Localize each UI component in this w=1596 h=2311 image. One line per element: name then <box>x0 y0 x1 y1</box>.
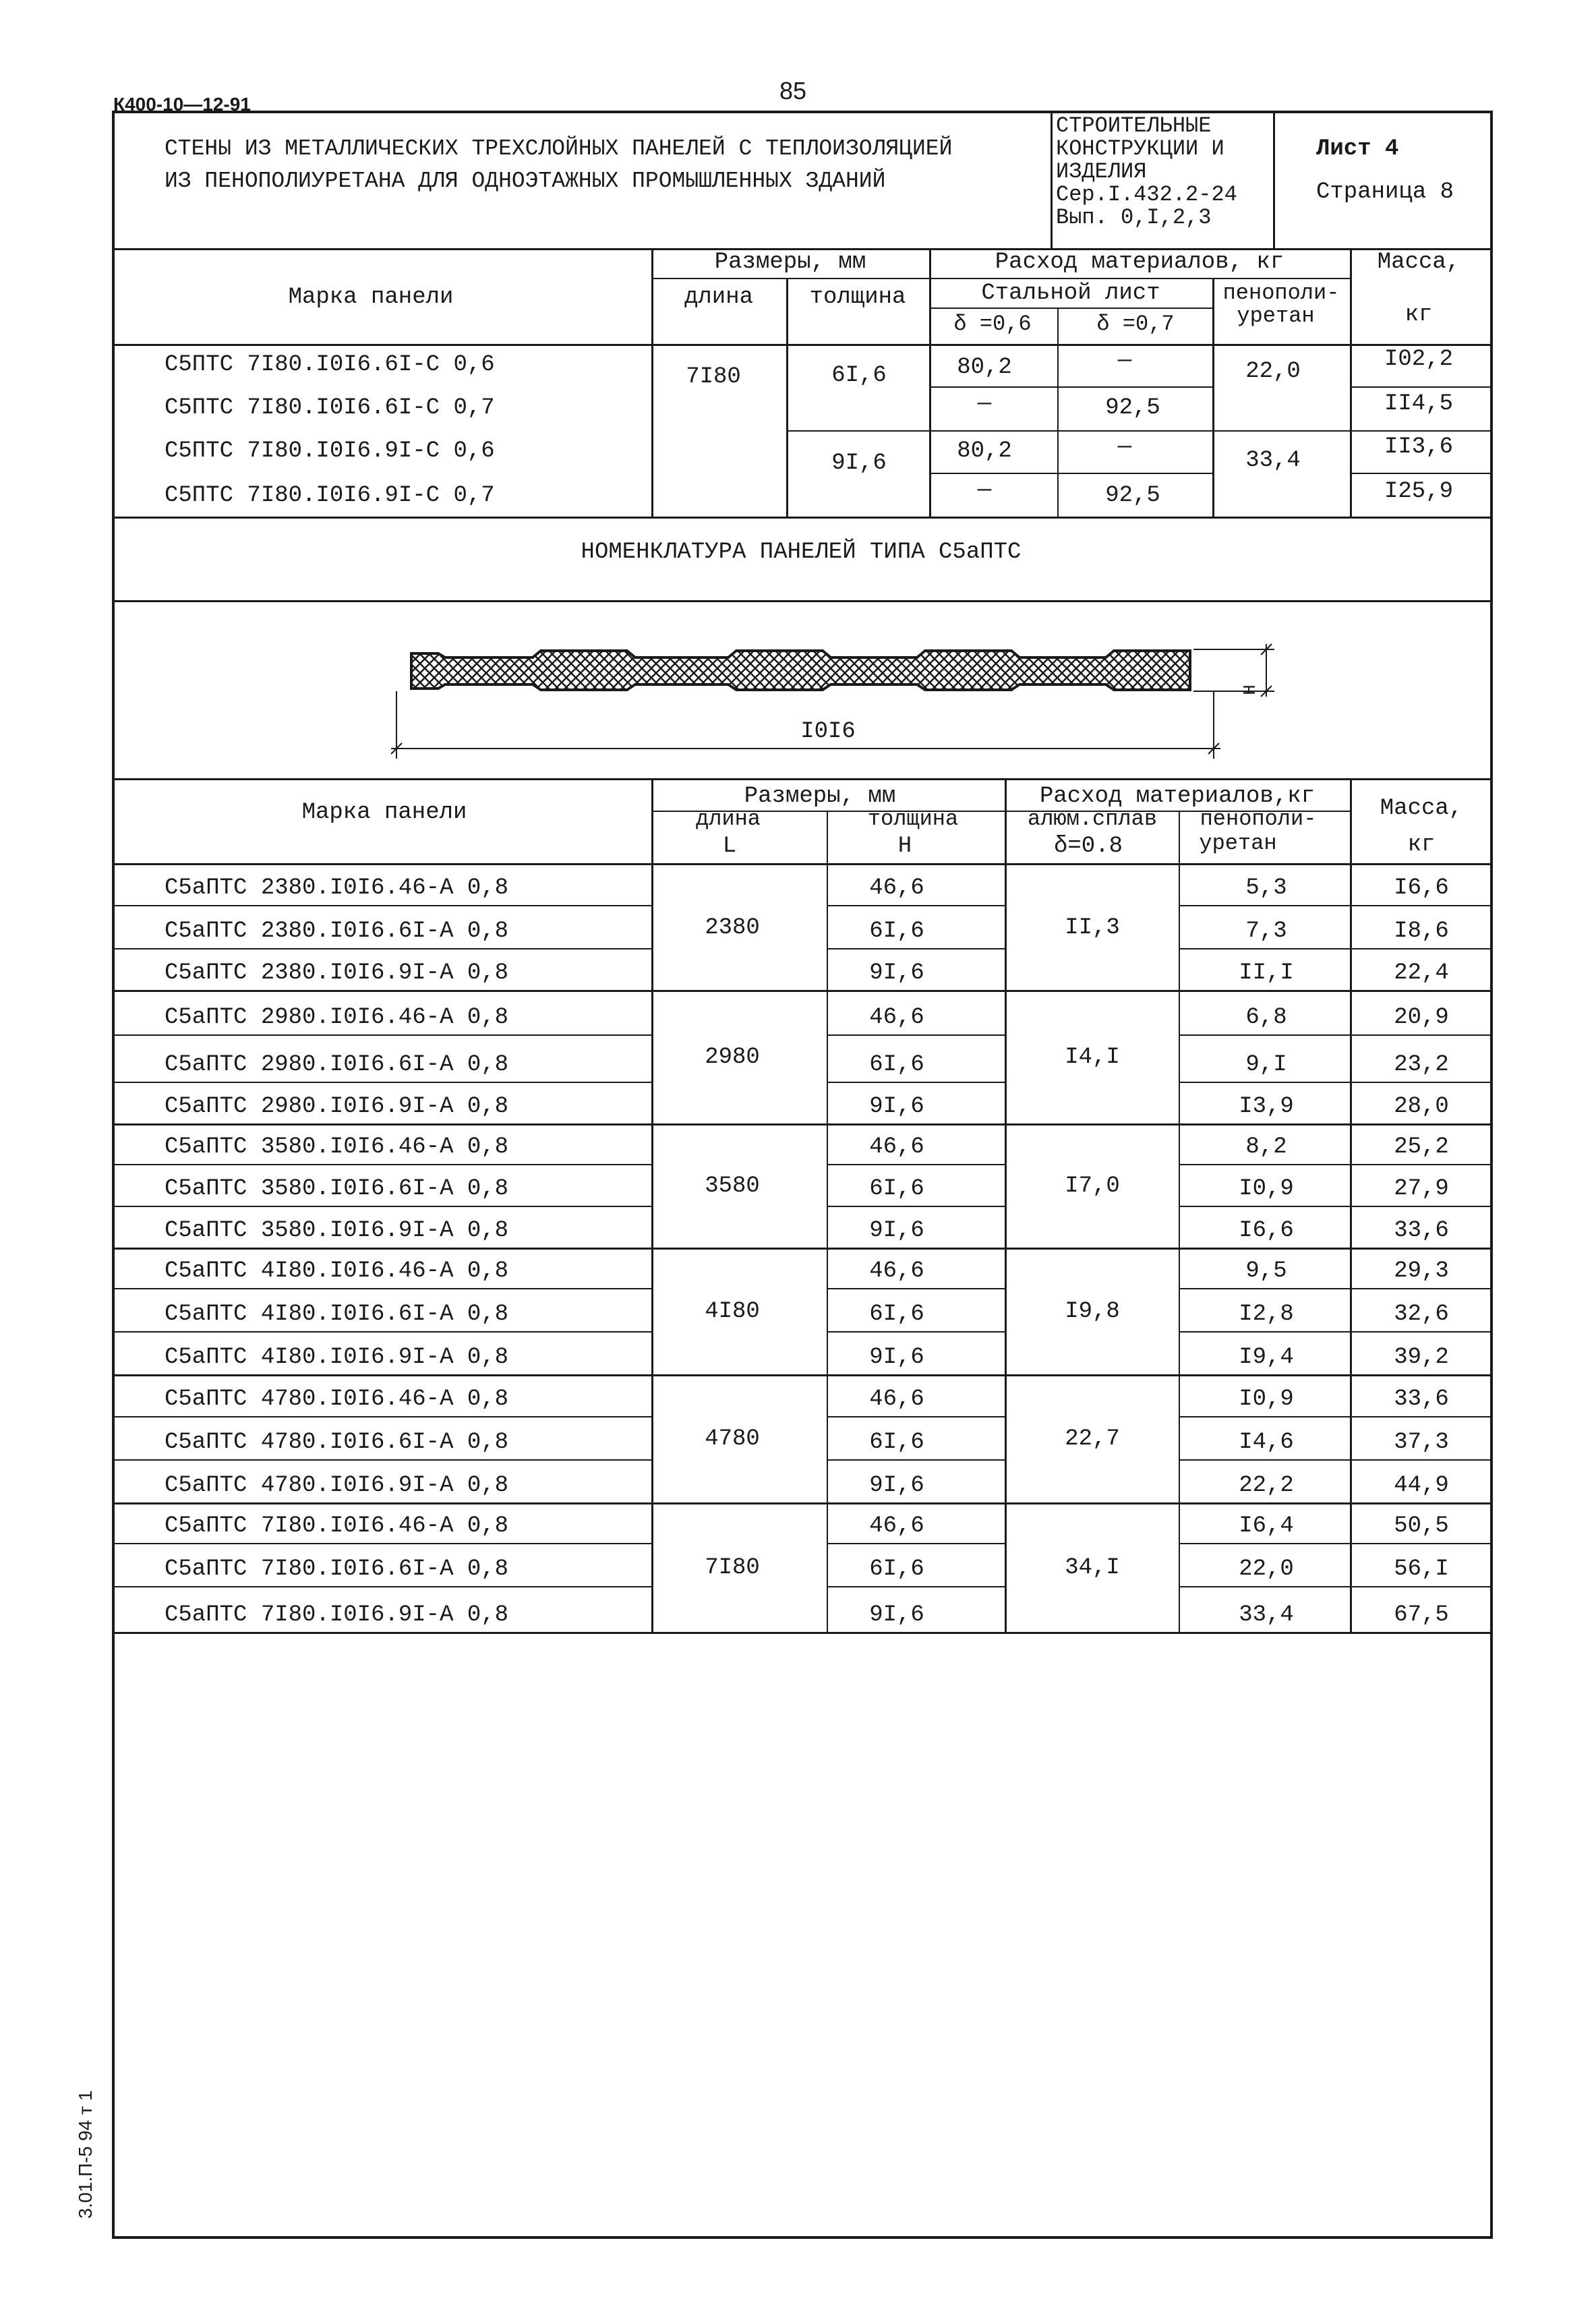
column-header-mass-unit: кг <box>1405 302 1433 328</box>
row-divider <box>827 905 1005 906</box>
table-cell-d07: — <box>1117 348 1132 374</box>
table-row-mark: С5аПТС 3580.I0I6.6I-А 0,8 <box>165 1176 509 1202</box>
column-header-length-symbol: L <box>722 833 737 859</box>
column-header-length: длина <box>695 807 761 831</box>
table-cell-foam: I4,6 <box>1239 1430 1294 1455</box>
table-row-mark: С5ПТС 7I80.I0I6.9I-С 0,7 <box>165 483 495 508</box>
column-header-length: длина <box>684 285 754 310</box>
table-row-mark: С5аПТС 4780.I0I6.9I-А 0,8 <box>165 1473 509 1498</box>
table-cell-mass: 27,9 <box>1394 1176 1449 1202</box>
column-header-mark: Марка панели <box>288 285 454 310</box>
table-cell-d06: 80,2 <box>957 438 1012 464</box>
table-row-mark: С5ПТС 7I80.I0I6.6I-С 0,7 <box>165 395 495 421</box>
series-line: КОНСТРУКЦИИ И <box>1056 136 1224 161</box>
row-divider <box>827 1288 1005 1289</box>
table-row-mark: С5аПТС 2380.I0I6.9I-А 0,8 <box>165 960 509 986</box>
column-header-foam: пенополи- <box>1222 281 1340 305</box>
table-cell-mass: 50,5 <box>1394 1513 1449 1539</box>
row-divider <box>112 1034 651 1036</box>
column-header-foam: пенополи- <box>1200 807 1317 831</box>
row-divider <box>1179 1459 1490 1461</box>
table-cell-mass: II3,6 <box>1384 434 1454 460</box>
table-cell-foam: 22,0 <box>1239 1556 1294 1582</box>
table-cell-foam: I3,9 <box>1239 1094 1294 1119</box>
row-divider <box>112 1164 651 1165</box>
table-row-mark: С5аПТС 3580.I0I6.9I-А 0,8 <box>165 1218 509 1244</box>
row-divider <box>827 1034 1005 1036</box>
table-cell-length: 3580 <box>705 1173 760 1199</box>
table-cell-foam: 9,I <box>1245 1052 1287 1078</box>
column-header-sizes: Размеры, мм <box>714 250 866 275</box>
table-cell-mass: I8,6 <box>1394 918 1449 944</box>
table-cell-foam: 7,3 <box>1245 918 1287 944</box>
table-cell-foam: 9,5 <box>1245 1258 1287 1284</box>
section-title: НОМЕНКЛАТУРА ПАНЕЛЕЙ ТИПА С5аПТС <box>581 539 1022 565</box>
row-divider <box>827 1416 1005 1417</box>
table-cell-mass: 32,6 <box>1394 1301 1449 1327</box>
row-divider <box>827 1082 1005 1083</box>
series-line: ИЗДЕЛИЯ <box>1056 159 1147 184</box>
table-row-mark: С5аПТС 7I80.I0I6.46-А 0,8 <box>165 1513 509 1539</box>
table-cell-thickness: 6I,6 <box>869 1301 924 1327</box>
column-header-alloy: алюм.сплав <box>1027 807 1158 831</box>
table-cell-mass: I6,6 <box>1394 875 1449 901</box>
table-cell-d06: — <box>977 391 992 417</box>
table-cell-length: 7I80 <box>686 364 741 390</box>
table-cell-thickness: 9I,6 <box>869 1345 924 1370</box>
group-divider <box>112 1248 1490 1250</box>
table-cell-foam: I0,9 <box>1239 1176 1294 1202</box>
table-cell-mass: 29,3 <box>1394 1258 1449 1284</box>
table-cell-mass: 28,0 <box>1394 1094 1449 1119</box>
row-divider <box>827 1331 1005 1333</box>
table-row-mark: С5аПТС 2380.I0I6.46-А 0,8 <box>165 875 509 901</box>
column-header-foam: уретан <box>1199 831 1277 856</box>
table-cell-mass: 22,4 <box>1394 960 1449 986</box>
table-cell-thickness: 46,6 <box>869 875 924 901</box>
table-cell-thickness: 9I,6 <box>869 1473 924 1498</box>
table-cell-foam: I6,6 <box>1239 1218 1294 1244</box>
column-header-thickness: толщина <box>867 807 959 831</box>
table-cell-mass: 39,2 <box>1394 1345 1449 1370</box>
table-cell-foam: 33,4 <box>1239 1602 1294 1628</box>
table-cell-foam: I2,8 <box>1239 1301 1294 1327</box>
group-divider <box>112 1123 1490 1125</box>
row-divider <box>112 948 651 949</box>
table-cell-thickness: 46,6 <box>869 1386 924 1412</box>
table-row-mark: С5аПТС 2980.I0I6.46-А 0,8 <box>165 1005 509 1030</box>
table-cell-thickness: 9I,6 <box>869 1094 924 1119</box>
row-divider <box>112 1288 651 1289</box>
table-cell-d07: — <box>1117 434 1132 460</box>
table-cell-foam: 33,4 <box>1245 448 1301 473</box>
table-cell-foam: 6,8 <box>1245 1005 1287 1030</box>
column-header-alloy-delta: δ=0.8 <box>1053 833 1123 859</box>
table-cell-d07: 92,5 <box>1105 395 1160 421</box>
table-cell-mass: 25,2 <box>1394 1134 1449 1160</box>
table-cell-d06: — <box>977 477 992 503</box>
row-divider <box>1179 905 1490 906</box>
table-cell-thickness: 6I,6 <box>831 363 887 388</box>
row-divider <box>1179 1034 1490 1036</box>
row-divider <box>827 1164 1005 1165</box>
group-divider <box>112 1374 1490 1376</box>
table-cell-alloy: I4,I <box>1065 1045 1120 1070</box>
row-divider <box>1179 1164 1490 1165</box>
row-divider <box>112 905 651 906</box>
row-divider <box>827 1543 1005 1544</box>
document-title-line1: СТЕНЫ ИЗ МЕТАЛЛИЧЕСКИХ ТРЕХСЛОЙНЫХ ПАНЕЛЕЙ С ТЕПЛОИЗОЛЯЦИЕЙ <box>165 136 953 161</box>
table-cell-mass: 33,6 <box>1394 1218 1449 1244</box>
row-divider <box>112 1586 651 1587</box>
series-line: Сер.I.432.2-24 <box>1056 182 1237 207</box>
table-cell-thickness: 6I,6 <box>869 918 924 944</box>
table-cell-mass: 20,9 <box>1394 1005 1449 1030</box>
column-header-d07: δ =0,7 <box>1096 312 1175 337</box>
table-cell-thickness: 46,6 <box>869 1258 924 1284</box>
table-cell-thickness: 9I,6 <box>869 1218 924 1244</box>
table-cell-foam: II,I <box>1239 960 1294 986</box>
group-divider <box>112 1502 1490 1504</box>
table-cell-mass: 56,I <box>1394 1556 1449 1582</box>
table-row-mark: С5аПТС 4780.I0I6.6I-А 0,8 <box>165 1430 509 1455</box>
table-cell-length: 4I80 <box>705 1299 760 1324</box>
table-cell-mass: 33,6 <box>1394 1386 1449 1412</box>
row-divider <box>1179 948 1490 949</box>
table-cell-length: 7I80 <box>705 1555 760 1581</box>
table-cell-foam: 22,0 <box>1245 359 1301 384</box>
table-cell-mass: 67,5 <box>1394 1602 1449 1628</box>
column-header-mass-unit: кг <box>1407 832 1436 858</box>
row-divider <box>112 1543 651 1544</box>
sheet-label: Лист 4 <box>1316 136 1399 162</box>
row-divider <box>827 1206 1005 1207</box>
row-divider <box>112 1331 651 1333</box>
table-cell-d06: 80,2 <box>957 355 1012 380</box>
table-cell-mass: I25,9 <box>1384 479 1454 504</box>
table-cell-thickness: 6I,6 <box>869 1176 924 1202</box>
table-cell-foam: 5,3 <box>1245 875 1287 901</box>
row-divider <box>1179 1082 1490 1083</box>
column-header-foam: уретан <box>1237 303 1315 328</box>
table-cell-foam: I0,9 <box>1239 1386 1294 1412</box>
table-cell-length: 2380 <box>705 915 760 941</box>
row-divider <box>112 1206 651 1207</box>
table-cell-alloy: I9,8 <box>1065 1299 1120 1324</box>
group-divider <box>112 990 1490 992</box>
column-header-consumption: Расход материалов, кг <box>995 250 1284 275</box>
table-cell-alloy: I7,0 <box>1065 1173 1120 1199</box>
column-header-d06: δ =0,6 <box>953 312 1032 337</box>
table-cell-length: 4780 <box>705 1426 760 1452</box>
row-divider <box>827 1586 1005 1587</box>
column-header-thickness: толщина <box>809 285 906 310</box>
table-cell-length: 2980 <box>705 1045 760 1070</box>
table-row-mark: С5аПТС 2980.I0I6.6I-А 0,8 <box>165 1052 509 1078</box>
column-header-mass: Масса, <box>1377 250 1460 275</box>
row-divider <box>112 1416 651 1417</box>
table-row-mark: С5аПТС 2980.I0I6.9I-А 0,8 <box>165 1094 509 1119</box>
table-cell-thickness: 46,6 <box>869 1513 924 1539</box>
dimension-width-label: I0I6 <box>800 719 856 744</box>
table-row-mark: С5аПТС 3580.I0I6.46-А 0,8 <box>165 1134 509 1160</box>
column-header-sizes: Размеры, мм <box>744 784 896 809</box>
table-cell-mass: II4,5 <box>1384 391 1454 417</box>
table-row-mark: С5ПТС 7I80.I0I6.6I-С 0,6 <box>165 352 495 378</box>
column-header-mark: Марка панели <box>301 800 467 825</box>
sheet-code: К400-10—12-91 <box>113 94 251 115</box>
table-cell-alloy: II,3 <box>1065 915 1120 941</box>
series-line: Вып. 0,I,2,3 <box>1056 205 1212 230</box>
table-cell-thickness: 9I,6 <box>869 1602 924 1628</box>
row-divider <box>1179 1586 1490 1587</box>
table-row-mark: С5ПТС 7I80.I0I6.9I-С 0,6 <box>165 438 495 464</box>
table-cell-mass: I02,2 <box>1384 347 1454 372</box>
table-cell-mass: 44,9 <box>1394 1473 1449 1498</box>
series-line: СТРОИТЕЛЬНЫЕ <box>1056 113 1212 138</box>
page-label: Страница 8 <box>1316 179 1454 205</box>
table-row-mark: С5аПТС 4I80.I0I6.9I-А 0,8 <box>165 1345 509 1370</box>
table-cell-thickness: 6I,6 <box>869 1052 924 1078</box>
row-divider <box>1179 1331 1490 1333</box>
row-divider <box>112 1082 651 1083</box>
table-row-mark: С5аПТС 2380.I0I6.6I-А 0,8 <box>165 918 509 944</box>
table-row-mark: С5аПТС 4780.I0I6.46-А 0,8 <box>165 1386 509 1412</box>
row-divider <box>1179 1288 1490 1289</box>
table-cell-thickness: 9I,6 <box>831 450 887 476</box>
table-cell-alloy: 34,I <box>1065 1555 1120 1581</box>
table-cell-foam: 22,2 <box>1239 1473 1294 1498</box>
table-cell-foam: I6,4 <box>1239 1513 1294 1539</box>
table-cell-thickness: 9I,6 <box>869 960 924 986</box>
table-cell-mass: 23,2 <box>1394 1052 1449 1078</box>
table-cell-thickness: 6I,6 <box>869 1430 924 1455</box>
row-divider <box>827 1459 1005 1461</box>
table-cell-thickness: 6I,6 <box>869 1556 924 1582</box>
row-divider <box>112 1459 651 1461</box>
table-cell-thickness: 46,6 <box>869 1134 924 1160</box>
row-divider <box>827 948 1005 949</box>
table-cell-d07: 92,5 <box>1105 483 1160 508</box>
column-header-thickness-symbol: H <box>897 833 912 859</box>
table-cell-thickness: 46,6 <box>869 1005 924 1030</box>
panel-core <box>411 651 1190 690</box>
table-cell-foam: I9,4 <box>1239 1345 1294 1370</box>
table-row-mark: С5аПТС 7I80.I0I6.9I-А 0,8 <box>165 1602 509 1628</box>
document-title-line2: ИЗ ПЕНОПОЛИУРЕТАНА ДЛЯ ОДНОЭТАЖНЫХ ПРОМЫШЛЕННЫХ ЗДАНИЙ <box>165 169 886 194</box>
table-cell-alloy: 22,7 <box>1065 1426 1120 1452</box>
row-divider <box>1179 1543 1490 1544</box>
table-cell-foam: 8,2 <box>1245 1134 1287 1160</box>
table-row-mark: С5аПТС 4I80.I0I6.46-А 0,8 <box>165 1258 509 1284</box>
column-header-steel: Стальной лист <box>981 281 1160 306</box>
column-header-mass: Масса, <box>1380 796 1463 821</box>
table-cell-mass: 37,3 <box>1394 1430 1449 1455</box>
dimension-height-label: H <box>1239 684 1260 695</box>
row-divider <box>1179 1416 1490 1417</box>
row-divider <box>1179 1206 1490 1207</box>
table-row-mark: С5аПТС 4I80.I0I6.6I-А 0,8 <box>165 1301 509 1327</box>
side-code: 3.01.П-5 94 т 1 <box>75 2090 96 2219</box>
table-row-mark: С5аПТС 7I80.I0I6.6I-А 0,8 <box>165 1556 509 1582</box>
table-bottom-line <box>112 1632 1490 1634</box>
column-header-consumption: Расход материалов,кг <box>1039 784 1316 809</box>
panel-section-diagram <box>378 631 1295 765</box>
page-number: 85 <box>779 77 807 105</box>
